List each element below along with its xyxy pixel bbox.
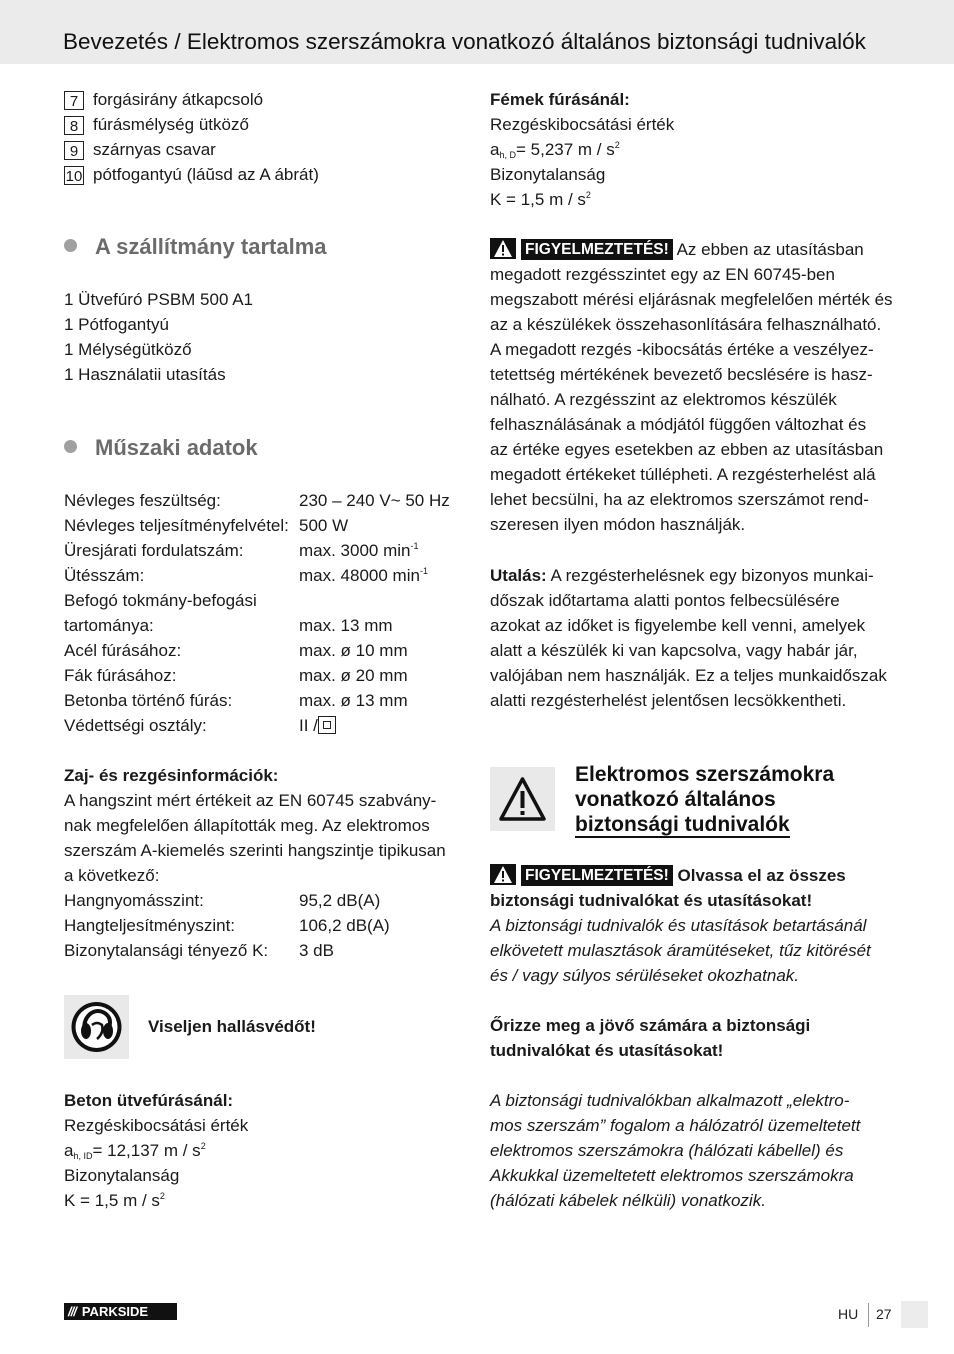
warning-triangle-icon [490,864,516,885]
warning-badge: FIGYELMEZTETÉS! [521,865,673,886]
table-row: Befogó tokmány-befogási [64,591,257,610]
table-row: Fák fúrásához: max. ø 20 mm [64,666,408,685]
table-row: Védettségi osztály: II / [64,713,450,738]
ear-protection-label: Viseljen hallásvédőt! [148,1017,316,1036]
warning-triangle-icon [490,767,555,831]
table-row: Üresjárati fordulatszám: max. 3000 $\min^{-1}$ [64,541,419,560]
list-item: 1 Pótfogantyú [64,315,169,334]
delivery-heading: A szállítmány tartalma [64,234,327,260]
page-header [0,0,954,64]
language-code: HU [838,1306,859,1322]
list-item: 1 Használatii utasítás [64,365,226,384]
power-tool-definition: A biztonsági tudnivalókban alkalmazott „elektro- mos szerszám” fogalom a hálózatról üzemeltetett elektromos szerszámokra (hálózati kábellel) és Akkukkal üzemeltetett elektromos szerszámokra (hálózati kábelek nélküli) vonatkozik. [490,1091,861,1210]
tech-heading: Műszaki adatok [64,435,258,461]
table-row: Ütésszám: max. 48000 $\min^{-1}$ [64,566,428,585]
safety-warning: FIGYELMEZTETÉS! Olvassa el az összes biztonsági tudnivalókat és utasításokat! A biztonsági tudnivalók és utasítások betartásánál elkövetett mulasztások áramütéseket, tűz kitörését és / vagy súlyos sérüléseket okozhatnak. [490,866,871,985]
list-item: 10 pótfogantyú (láŭsd az A ábrát) [65,165,319,186]
bullet-icon [64,440,77,453]
list-item: 7 forgásirány átkapcsoló [64,87,319,112]
warning-triangle-icon [490,238,516,259]
list-item: 1 Mélységütköző [64,340,192,359]
vibration-warning: FIGYELMEZTETÉS! Az ebben az utasításban megadott rezgésszintet egy az EN 60745-ben megszabott mérési eljárásnak megfelelően mérték és az a készülékek összehasonlítására felhasználható. A megadott rezgés -kibocsátás értéke a veszélyez- tetettség mértékének bevezető becslésére is hasz- nálható. A rezgésszint az elektromos készülék felhasználásának a módjától függően változhat és az értéke egyes esetekben az ebben az utasításban megadott értékeket túllépheti. A rezgésterhelést alá lehet becsülni, ha az elektromos szerszámot rend- szeresen ilyen módon használják. [490,240,893,534]
ear-protection-icon-box [64,995,129,1059]
list-item: 9 szárnyas csavar [64,137,319,162]
protection-class-ii-icon [318,716,336,734]
tech-table [64,488,450,738]
page-number: 27 [876,1306,892,1322]
bullet-icon [64,239,77,252]
vibration-note: Utalás: A rezgésterhelésnek egy bizonyos munkai- dőszak időtartama alatti pontos felbecsülésére azokat az időket is figyelembe kell venni, amelyek alatt a készülék ki van kapcsolva, vagy habár jár, valójában nem használják. Ez a teljes munkaidőszak alatti rezgésterhelést jelentősen lecsökkentheti. [490,566,887,710]
table-row: tartománya: max. 13 mm [64,616,393,635]
table-row: Hangteljesítményszint: 106,2 dB(A) [64,916,390,935]
logo-slashes-icon: /// [68,1304,76,1319]
table-row: Hangnyomásszint: 95,2 dB(A) [64,891,381,910]
list-item: 1 Ütvefúró PSBM 500 A1 [64,290,253,309]
concrete-vibration: Beton ütvefúrásánál: Rezgéskibocsátási érték $a_{h, ID}= 12,137$ m / $s^2$ Bizonytalanság K = 1,5 m / $s^2$ [64,1091,249,1210]
delivery-list [64,287,253,387]
safety-heading: Elektromos szerszámokra vonatkozó általános biztonsági tudnivalók [575,763,835,836]
ear-protection-icon [64,995,129,1059]
table-row: Névleges feszültség: 230 – 240 V~ 50 Hz [64,491,450,510]
table-row: Acél fúrásához: max. ø 10 mm [64,641,408,660]
page-corner-box [901,1301,928,1328]
table-row: Névleges teljesítményfelvétel: 500 W [64,516,349,535]
list-item: 8 fúrásmélység ütköző [64,112,319,137]
parts-list [64,87,319,187]
noise-heading: Zaj- és rezgésinformációk: [64,766,279,785]
warning-badge: FIGYELMEZTETÉS! [521,239,673,260]
metal-vibration: Fémek fúrásánál: Rezgéskibocsátási érték $a_{h, D}= 5,237$ m / $s^2$ Bizonytalanság K = 1,5 m / $s^2$ [490,90,675,209]
noise-section: Zaj- és rezgésinformációk: A hangszint mért értékeit az EN 60745 szabvány- nak megfelelően állapították meg. Az elektromos szerszám A-kiemelés szerinti hangszintje tipikusan a következő: Hangnyomásszint: 95,2 dB(A) Hangteljesítményszint: 106,2 dB(A) Bizonytalansági tényező K: 3 dB [64,763,446,963]
keep-instructions: Őrizze meg a jövő számára a biztonsági tudnivalókat és utasításokat! [490,1016,811,1060]
table-row: Bizonytalansági tényező K: 3 dB [64,941,334,960]
table-row: Betonba történő fúrás: max. ø 13 mm [64,691,408,710]
footer-divider [868,1303,869,1327]
parkside-logo: /// PARKSIDE [64,1303,177,1320]
page-title: Bevezetés / Elektromos szerszámokra vonatkozó általános biztonsági tudnivalók [63,29,866,54]
general-warning-icon-box [490,767,555,831]
